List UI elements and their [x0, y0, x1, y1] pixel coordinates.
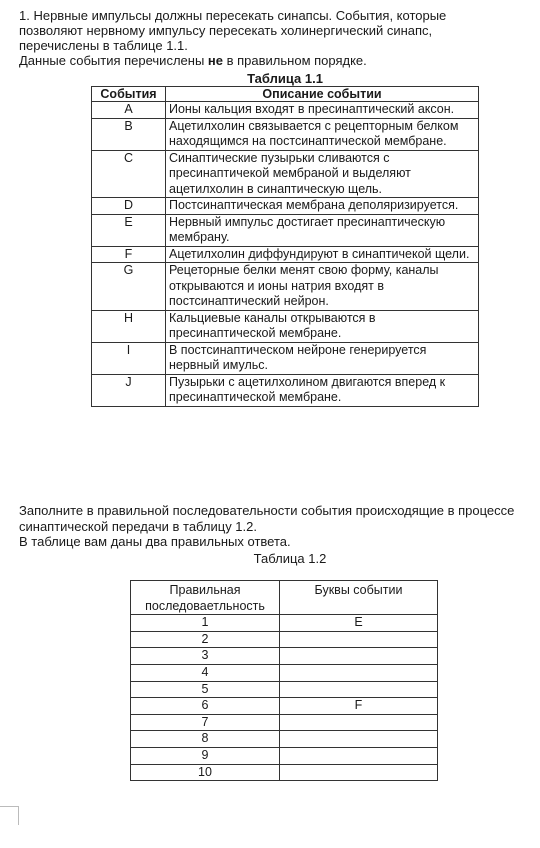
header-line: Правильная: [169, 583, 241, 597]
event-letter: D: [92, 198, 166, 215]
intro-text: Данные события перечислены: [19, 53, 208, 68]
event-description: Постсинаптическая мембрана деполяризируется.: [166, 198, 479, 215]
event-letter: B: [92, 118, 166, 150]
table-row: [131, 648, 438, 665]
table-row: [92, 374, 479, 406]
task2-instructions: [19, 503, 540, 550]
answer-cell[interactable]: [280, 648, 438, 665]
sequence-number: 5: [131, 681, 280, 698]
sequence-number: 3: [131, 648, 280, 665]
table-row: [131, 764, 438, 781]
intro-text: в правильном порядке.: [223, 53, 367, 68]
event-letter: C: [92, 150, 166, 198]
event-description: Ацетилхолин связывается с рецепторным белком находящимся на постсинаптической мембране.: [166, 118, 479, 150]
instruction-line: синаптической передачи в таблицу 1.2.: [19, 518, 257, 534]
table-row: [92, 310, 479, 342]
table1-caption: Таблица 1.1: [247, 71, 323, 86]
events-table: [91, 86, 479, 407]
instruction-line: В таблице вам даны два правильных ответа.: [19, 534, 291, 549]
answer-cell[interactable]: [280, 681, 438, 698]
answer-cell[interactable]: [280, 747, 438, 764]
sequence-number: 9: [131, 747, 280, 764]
event-letter: J: [92, 374, 166, 406]
sequence-number: 2: [131, 631, 280, 648]
event-description: Пузырьки с ацетилхолином двигаются вперед к пресинаптической мембране.: [166, 374, 479, 406]
table-row: [92, 214, 479, 246]
event-letter: F: [92, 246, 166, 263]
event-description: Нервный импульс достигает пресинаптическую мембрану.: [166, 214, 479, 246]
sequence-number: 7: [131, 714, 280, 731]
answer-cell[interactable]: [280, 731, 438, 748]
header-line: последоваетльность: [145, 598, 265, 613]
intro-line: [19, 53, 539, 68]
table-header-row: [131, 581, 438, 615]
sequence-number: 4: [131, 664, 280, 681]
event-description: Синаптические пузырьки сливаются с пресинаптичекой мембраной и выделяют ацетилхолин в синаптическую щель.: [166, 150, 479, 198]
event-description: Рецеторные белки менят свою форму, каналы открываются и ионы натрия входят в постсинаптический нейрон.: [166, 263, 479, 311]
intro-line: 1. Нервные импульсы должны пересекать синапсы. События, которые: [19, 8, 447, 23]
answer-cell[interactable]: [280, 631, 438, 648]
table-row: [92, 198, 479, 215]
table-row: [131, 731, 438, 748]
intro-line: перечислены в таблице 1.1.: [19, 38, 188, 53]
column-header-description: Описание событии: [166, 87, 479, 102]
answer-cell[interactable]: E: [280, 615, 438, 632]
event-letter: I: [92, 342, 166, 374]
table-row: [131, 681, 438, 698]
table-row: [92, 150, 479, 198]
table-row: [92, 246, 479, 263]
table2-caption: Таблица 1.2: [253, 551, 327, 566]
instruction-line: Заполните в правильной последовательности события происходящие в процессе: [19, 503, 515, 518]
sequence-number: 10: [131, 764, 280, 781]
column-header-events: События: [92, 87, 166, 102]
answer-cell[interactable]: [280, 664, 438, 681]
task1-intro: [19, 8, 539, 68]
sequence-table: [130, 580, 438, 781]
sequence-number: 6: [131, 698, 280, 715]
event-letter: A: [92, 102, 166, 119]
answer-cell[interactable]: F: [280, 698, 438, 715]
table-row: [131, 747, 438, 764]
sequence-number: 8: [131, 731, 280, 748]
column-header-letters: Буквы событии: [280, 581, 438, 615]
sequence-number: 1: [131, 615, 280, 632]
event-letter: G: [92, 263, 166, 311]
table-row: [92, 342, 479, 374]
column-header-sequence: [131, 581, 280, 615]
answer-cell[interactable]: [280, 714, 438, 731]
intro-line: позволяют нервному импульсу пересекать холинергический синапс,: [19, 23, 433, 38]
table-row: [131, 631, 438, 648]
event-description: Кальциевые каналы открываются в пресинаптической мембране.: [166, 310, 479, 342]
table-row: [131, 698, 438, 715]
page-corner-marker: [0, 806, 19, 825]
event-description: Ионы кальция входят в пресинаптический аксон.: [166, 102, 479, 119]
table-row: [131, 714, 438, 731]
table-row: [131, 615, 438, 632]
table-header-row: [92, 87, 479, 102]
answer-cell[interactable]: [280, 764, 438, 781]
table-row: [92, 263, 479, 311]
event-letter: H: [92, 310, 166, 342]
intro-emphasis: не: [207, 53, 223, 68]
event-description: Ацетилхолин диффундируют в синаптичекой щели.: [166, 246, 479, 263]
table-row: [92, 118, 479, 150]
event-description: В постсинаптическом нейроне генерируется нервный имульс.: [166, 342, 479, 374]
table-row: [131, 664, 438, 681]
event-letter: E: [92, 214, 166, 246]
table-row: [92, 102, 479, 119]
